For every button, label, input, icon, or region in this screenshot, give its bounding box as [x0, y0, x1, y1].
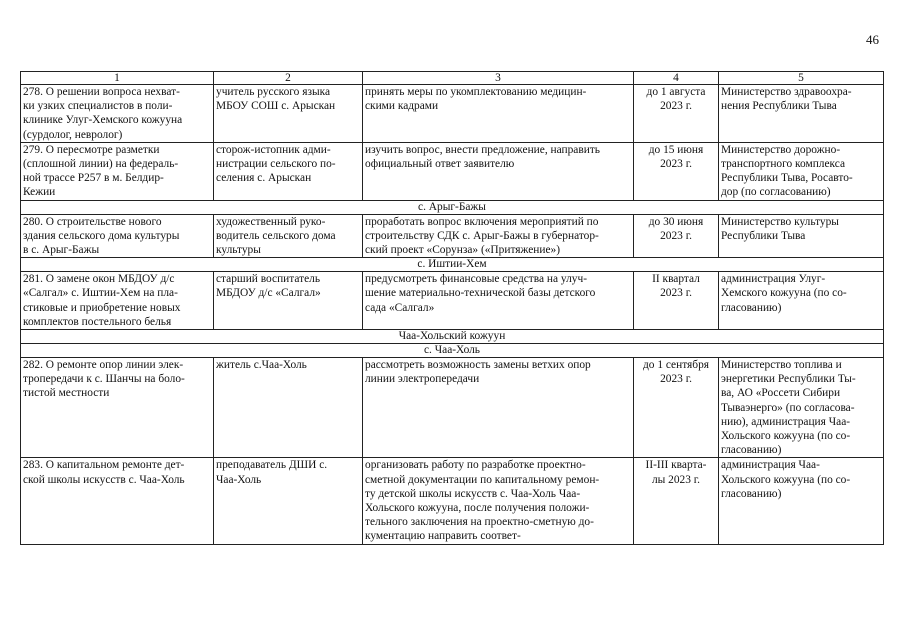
responsible-cell — [719, 358, 884, 458]
issue-cell-text: 278. О решении вопроса нехват- ки узких специалистов в поли- клинике Улуг-Хемского кожууна (сурдолог, невролог) — [23, 86, 183, 141]
issue-cell-text: 279. О пересмотре разметки (сплошной линии) на федераль- ной трассе Р257 в м. Белдир- Кежии — [23, 143, 179, 199]
table-header-row — [21, 72, 884, 85]
issue-cell-text: 281. О замене окон МБДОУ д/с «Салгал» с. Иштии-Хем на пла- стиковые и приобретение новых комплектов постельного белья — [23, 273, 181, 328]
action-cell — [363, 85, 634, 143]
page-number: 46 — [866, 32, 879, 47]
applicant-cell-text: художественный руко- водитель сельского дома культуры — [216, 215, 336, 257]
responsible-cell — [719, 142, 884, 200]
action-cell — [363, 458, 634, 544]
issue-cell — [21, 358, 214, 458]
applicant-cell-text: житель с.Чаа-Холь — [216, 359, 307, 372]
deadline-cell-text: II-III кварта- лы 2023 г. — [645, 459, 707, 486]
action-cell — [363, 272, 634, 330]
table-row — [21, 142, 884, 200]
responsible-cell — [719, 458, 884, 544]
document-table — [20, 71, 884, 545]
column-number-3: 3 — [363, 72, 634, 85]
issue-cell — [21, 272, 214, 330]
responsible-cell-text: Министерство дорожно- транспортного комплекса Республики Тыва, Росавто- дор (по согласованию) — [721, 143, 853, 199]
action-cell-text: организовать работу по разработке проектно- сметной документации по капитальному ремон- ту детской школы искусств с. Чаа-Холь Чаа- Хольского кожууна, после получения положи- тельного заключения на проектно-сметную до- кументацию направить соответ- — [365, 459, 600, 543]
deadline-cell-text: до 1 августа 2023 г. — [646, 86, 706, 113]
table-row — [21, 458, 884, 544]
action-cell-text: изучить вопрос, внести предложение, направить официальный ответ заявителю — [365, 143, 601, 171]
issue-cell-text: 280. О строительстве нового здания сельского дома культуры в с. Арыг-Бажы — [23, 215, 180, 257]
section-row — [21, 344, 884, 358]
issue-cell — [21, 458, 214, 544]
applicant-cell — [214, 272, 363, 330]
applicant-cell — [214, 214, 363, 258]
responsible-cell-text: администрация Улуг- Хемского кожууна (по со- гласованию) — [721, 273, 847, 314]
responsible-cell-text: Министерство топлива и энергетики Республики Ты- ва, АО «Россети Сибири Тываэнерго» (по согласова- нию), администрация Чаа- Хольского кожууна (по со- гласованию) — [721, 359, 856, 457]
issue-cell — [21, 85, 214, 143]
column-number-5: 5 — [719, 72, 884, 85]
table-row — [21, 85, 884, 143]
deadline-cell-text: до 15 июня 2023 г. — [648, 143, 704, 171]
section-row — [21, 258, 884, 272]
applicant-cell — [214, 358, 363, 458]
action-cell-text: проработать вопрос включения мероприятий по строительству СДК с. Арыг-Бажы в губернатор- ский проект «Сорунза» («Притяжение») — [365, 215, 599, 257]
action-cell — [363, 358, 634, 458]
applicant-cell-text: сторож-истопник адми- нистрации сельского по- селения с. Арыскан — [216, 143, 336, 185]
table-row — [21, 214, 884, 258]
responsible-cell-text: Министерство культуры Республики Тыва — [721, 215, 839, 242]
action-cell — [363, 214, 634, 258]
deadline-cell-text: до 30 июня 2023 г. — [648, 215, 704, 242]
applicant-cell-text: преподаватель ДШИ с. Чаа-Холь — [216, 459, 328, 486]
action-cell — [363, 142, 634, 200]
column-number-2: 2 — [214, 72, 363, 85]
section-title: с. Иштии-Хем — [21, 258, 884, 272]
section-title: с. Арыг-Бажы — [21, 200, 884, 214]
issue-cell-text: 283. О капитальном ремонте дет- ской школы искусств с. Чаа-Холь — [23, 459, 185, 486]
deadline-cell-text: II квартал 2023 г. — [652, 273, 700, 300]
action-cell-text: предусмотреть финансовые средства на улуч- шение материально-технической базы детского сада «Салгал» — [365, 273, 596, 314]
responsible-cell — [719, 214, 884, 258]
responsible-cell-text: Министерство здравоохра- нения Республики Тыва — [721, 86, 852, 113]
column-number-4: 4 — [634, 72, 719, 85]
issue-cell — [21, 214, 214, 258]
responsible-cell — [719, 272, 884, 330]
table-row — [21, 358, 884, 458]
applicant-cell — [214, 85, 363, 143]
section-title: с. Чаа-Холь — [21, 344, 884, 358]
deadline-cell — [634, 142, 719, 200]
deadline-cell — [634, 458, 719, 544]
deadline-cell — [634, 272, 719, 330]
responsible-cell-text: администрация Чаа- Хольского кожууна (по со- гласованию) — [721, 459, 851, 500]
table-row — [21, 272, 884, 330]
applicant-cell-text: учитель русского языка МБОУ СОШ с. Арыскан — [216, 86, 336, 113]
issue-cell-text: 282. О ремонте опор линии элек- тропередачи к с. Шанчы на боло- тистой местности — [23, 359, 185, 400]
deadline-cell — [634, 358, 719, 458]
applicant-cell — [214, 458, 363, 544]
deadline-cell — [634, 214, 719, 258]
responsible-cell — [719, 85, 884, 143]
deadline-cell — [634, 85, 719, 143]
applicant-cell — [214, 142, 363, 200]
applicant-cell-text: старший воспитатель МБДОУ д/с «Салгал» — [216, 273, 321, 300]
deadline-cell-text: до 1 сентября 2023 г. — [642, 359, 710, 386]
issue-cell — [21, 142, 214, 200]
section-title: Чаа-Хольский кожуун — [21, 330, 884, 344]
action-cell-text: принять меры по укомплектованию медицин- скими кадрами — [365, 86, 587, 113]
column-number-1: 1 — [21, 72, 214, 85]
section-row — [21, 330, 884, 344]
action-cell-text: рассмотреть возможность замены ветхих опор линии электропередачи — [365, 359, 591, 386]
section-row — [21, 200, 884, 214]
